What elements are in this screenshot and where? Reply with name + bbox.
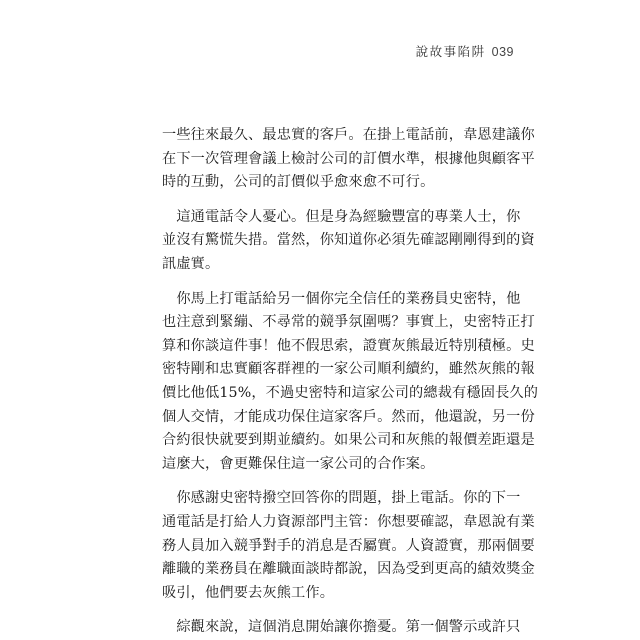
text-line: 務人員加入競爭對手的消息是否屬實。人資證實，那兩個要 <box>162 537 535 554</box>
chapter-title: 說故事陷阱 <box>415 44 486 59</box>
running-header <box>416 42 514 60</box>
text-line: 這麼大，會更難保住這一家公司的合作案。 <box>162 455 435 472</box>
text-line: 綜觀來說，這個消息開始讓你擔憂。第一個警示或許只 <box>162 619 521 636</box>
text-line: 你馬上打電話給另一個你完全信任的業務員史密特，他 <box>162 290 521 307</box>
page-number: 039 <box>491 45 514 59</box>
paragraph-gap <box>162 605 484 616</box>
text-line: 也注意到緊繃、不尋常的競爭氛圍嗎？事實上，史密特正打 <box>162 314 535 331</box>
text-line: 一些往來最久、最忠實的客戶。在掛上電話前，韋恩建議你 <box>162 127 535 143</box>
paragraph-gap <box>162 476 484 487</box>
text-line: 你感謝史密特撥空回答你的問題，掛上電話。你的下一 <box>162 490 521 507</box>
text-line: 這通電話令人憂心。但是身為經驗豐富的專業人士，你 <box>162 208 521 225</box>
text-line: 個人交情，才能成功保住這家客戶。然而，他還說，另一份 <box>162 408 535 425</box>
text-line: 密特剛和忠實顧客群裡的一家公司順利續約，雖然灰熊的報 <box>162 361 535 378</box>
text-line: 離職的業務員在離職面談時都說，因為受到更高的績效獎金 <box>162 561 535 578</box>
text-line: 價比他低15%，不過史密特和這家公司的總裁有穩固長久的 <box>162 384 539 401</box>
text-line: 時的互動，公司的訂價似乎愈來愈不可行。 <box>162 174 435 191</box>
text-line: 吸引，他們要去灰熊工作。 <box>162 584 335 601</box>
text-line: 通電話是打給人力資源部門主管：你想要確認，韋恩說有業 <box>162 513 535 530</box>
text-line: 算和你談這件事！他不假思索，證實灰熊最近特別積極。史 <box>162 337 535 354</box>
paragraph-gap <box>162 277 484 288</box>
body-text <box>162 124 539 640</box>
paragraph-gap <box>162 195 484 206</box>
text-line: 並沒有驚慌失措。當然，你知道你必須先確認剛剛得到的資 <box>162 232 535 249</box>
text-line: 在下一次管理會議上檢討公司的訂價水準，根據他與顧客平 <box>162 150 535 167</box>
text-line: 訊虛實。 <box>162 255 220 272</box>
text-line: 合約很快就要到期並續約。如果公司和灰熊的報價差距還是 <box>162 432 535 449</box>
